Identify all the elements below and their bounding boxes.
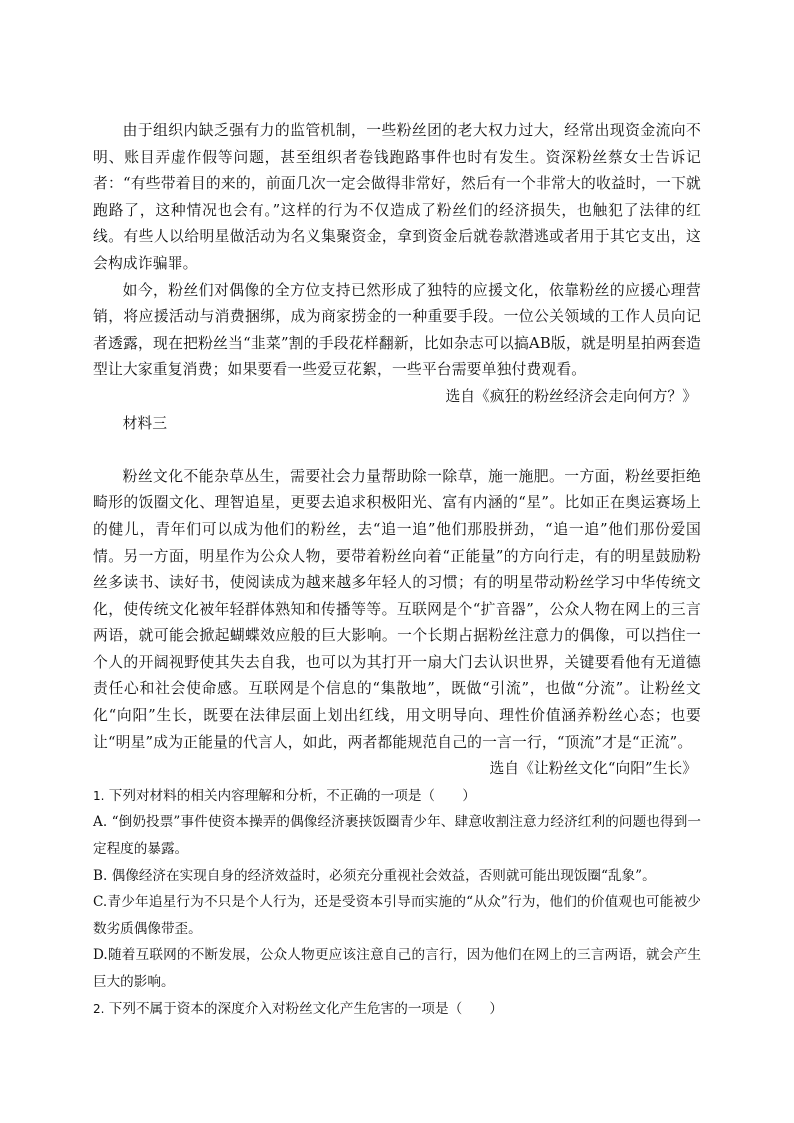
paragraph-fund-misuse: 由于组织内缺乏强有力的监管机制，一些粉丝团的老大权力过大，经常出现资金流向不明、账目弄虚作假等问题，甚至组织者卷钱跑路事件也时有发生。资深粉丝蔡女士告诉记者：“有些带着目的来的，前面几次一定会做得非常好，然后有一个非常大的收益时，一下就跑路了，这种情况也会有。”这样的行为不仅造成了粉丝们的经济损失，也触犯了法律的红线。有些人以给明星做活动为名义集聚资金，拿到资金后就卷款潜逃或者用于其它支出，这会构成诈骗罪。	[93, 122, 701, 272]
source-citation-1: 选自《疯狂的粉丝经济会走向何方？》	[445, 387, 697, 405]
question-1-number: 1.	[93, 788, 105, 803]
question-2-text: 下列不属于资本的深度介入对粉丝文化产生危害的一项是（ ）	[108, 1000, 503, 1017]
question-2-number: 2.	[93, 1001, 105, 1016]
blank-line	[93, 437, 701, 464]
paragraph-material-3: 粉丝文化不能杂草丛生，需要社会力量帮助除一除草，施一施肥。一方面，粉丝要拒绝畸形的饭圈文化、理智追星，更要去追求积极阳光、富有内涵的“星”。比如正在奥运赛场上的健儿，青年们可以成为他们的粉丝，去“追一追”他们那股拼劲，“追一追”他们那份爱国情。另一方面，明星作为公众人物，要带着粉丝向着“正能量”的方向行走，有的明星鼓励粉丝多读书、读好书，使阅读成为越来越多年轻人的习惯；有的明星带动粉丝学习中华传统文化，使传统文化被年轻群体熟知和传播等等。互联网是个“扩音器”，公众人物在网上的三言两语，就可能会掀起蝴蝶效应般的巨大影响。一个长期占据粉丝注意力的偶像，可以挡住一个人的开阔视野使其失去自我，也可以为其打开一扇大门去认识世界，关键要看他有无道德责任心和社会使命感。互联网是个信息的“集散地”，既做“引流”，也做“分流”。让粉丝文化“向阳”生长，既要在法律层面上划出红线，用文明导向、理性价值涵养粉丝心态；也要让“明星”成为正能量的代言人，如此，两者都能规范自己的一言一行，“顶流”才是“正流”。	[93, 467, 701, 751]
question-2-stem	[93, 996, 701, 1023]
question-1-option-b: B. 偶像经济在实现自身的经济效益时，必须充分重视社会效益，否则就可能出现饭圈“乱象”。	[93, 867, 656, 884]
material-3-heading: 材料三	[122, 414, 167, 432]
document-page	[93, 118, 701, 1022]
question-1-text: 下列对材料的相关内容理解和分析，不正确的一项是（ ）	[108, 787, 476, 804]
source-citation-2: 选自《让粉丝文化“向阳”生长》	[489, 760, 697, 778]
paragraph-support-culture: 如今，粉丝们对偶像的全方位支持已然形成了独特的应援文化，依靠粉丝的应援心理营销，将应援活动与消费捆绑，成为商家捞金的一种重要手段。一位公关领域的工作人员向记者透露，现在把粉丝当“韭菜”割的手段花样翻新，比如杂志可以搞AB版，就是明星拍两套造型让大家重复消费；如果要看一些爱豆花絮，一些平台需要单独付费观看。	[93, 281, 701, 379]
question-1-option-a: A. “倒奶投票”事件使资本操弄的偶像经济裹挟饭圈青少年、肆意收割注意力经济红利的问题也得到一定程度的暴露。	[93, 814, 701, 858]
question-1-option-d: D.随着互联网的不断发展，公众人物更应该注意自己的言行，因为他们在网上的三言两语，就会产生巨大的影响。	[93, 947, 701, 990]
question-1-stem	[93, 783, 701, 810]
question-1-option-c: C.青少年追星行为不只是个人行为，还是受资本引导而实施的“从众”行为，他们的价值观也可能被少数劣质偶像带歪。	[93, 894, 701, 937]
